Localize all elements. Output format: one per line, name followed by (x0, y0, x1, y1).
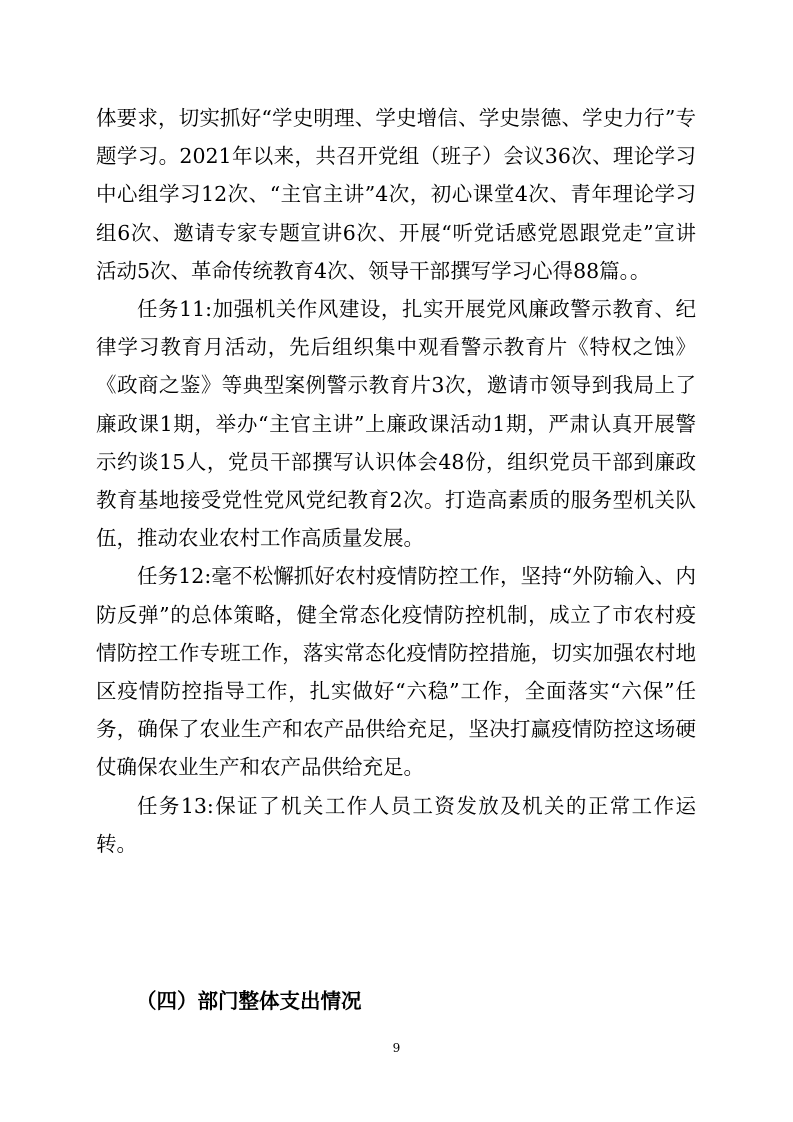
paragraph-task-12: 任务12:毫不松懈抓好农村疫情防控工作，坚持“外防输入、内防反弹”的总体策略，健全常态化疫情防控机制，成立了市农村疫情防控工作专班工作，落实常态化疫情防控措施，切实加强农村地区疫情防控指导工作，扎实做好“六稳”工作，全面落实“六保”任务，确保了农业生产和农产品供给充足，坚决打赢疫情防控这场硬仗确保农业生产和农产品供给充足。 (96, 564, 696, 780)
section-heading: （四）部门整体支出情况 (136, 989, 362, 1013)
paragraph-task-13: 任务13:保证了机关工作人员工资发放及机关的正常工作运转。 (96, 793, 696, 856)
paragraph-task-11: 任务11:加强机关作风建设，扎实开展党风廉政警示教育、纪律学习教育月活动，先后组织集中观看警示教育片《特权之蚀》《政商之鉴》等典型案例警示教育片3次，邀请市领导到我局上了廉政课1期，举办“主官主讲”上廉政课活动1期，严肃认真开展警示约谈15人，党员干部撰写认识体会48份，组织党员干部到廉政教育基地接受党性党风党纪教育2次。打造高素质的服务型机关队伍，推动农业农村工作高质量发展。 (96, 297, 696, 551)
paragraph-study-meetings: 体要求，切实抓好“学史明理、学史增信、学史崇德、学史力行”专题学习。2021年以来，共召开党组（班子）会议36次、理论学习中心组学习12次、“主官主讲”4次，初心课堂4次、青年理论学习组6次、邀请专家专题宣讲6次、开展“听党话感党恩跟党走”宣讲活动5次、革命传统教育4次、领导干部撰写学习心得88篇。。 (96, 106, 696, 283)
page-number: 9 (392, 1041, 401, 1055)
body-text (96, 99, 696, 863)
